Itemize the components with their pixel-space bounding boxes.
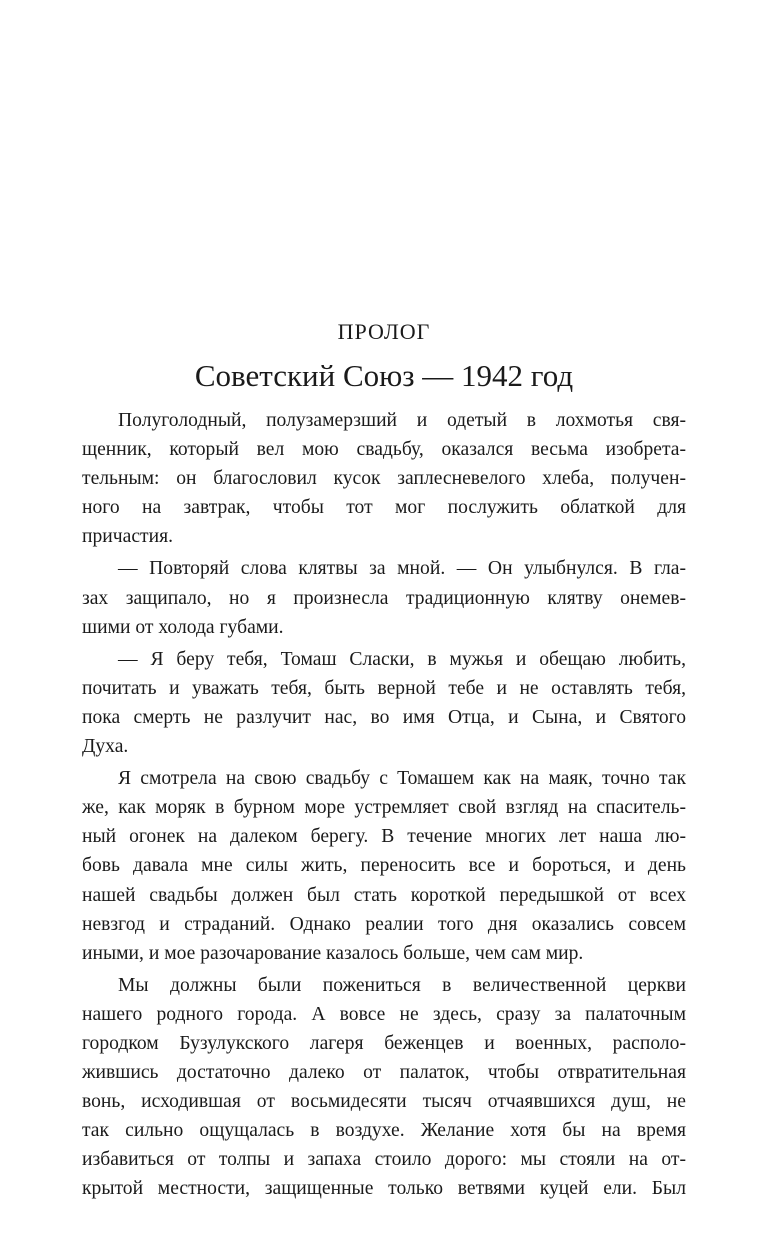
text-line: городком Бузулукского лагеря беженцев и военных, располо- (82, 1032, 686, 1054)
paragraph (82, 645, 686, 761)
text-line: нашей свадьбы должен был стать короткой передышкой от всех (82, 884, 686, 906)
text-line: причастия. (82, 526, 173, 548)
paragraph (82, 554, 686, 641)
text-line: Мы должны были пожениться в величественной церкви (118, 974, 686, 996)
body-text (82, 406, 686, 1204)
text-line: невзгод и страданий. Однако реалии того дня оказались совсем (82, 913, 686, 935)
text-line: Духа. (82, 736, 129, 758)
chapter-title: Советский Союз — 1942 год (194, 358, 574, 393)
text-line: Полуголодный, полузамерзший и одетый в лохмотья свя- (118, 410, 686, 431)
text-line: же, как моряк в бурном море устремляет свой взгляд на спаситель- (82, 797, 686, 819)
text-line: ный огонек на далеком берегу. В течение многих лет наша лю- (82, 826, 686, 848)
text-line: пока смерть не разлучит нас, во имя Отца, и Сына, и Святого (82, 706, 686, 728)
text-line: шими от холода губами. (82, 616, 284, 638)
text-line: тельным: он благословил кусок заплесневелого хлеба, получен- (82, 468, 686, 490)
chapter-label: ПРОЛОГ (337, 319, 431, 344)
paragraph (82, 764, 686, 968)
paragraph (82, 971, 686, 1204)
paragraph (82, 406, 686, 551)
text-line: бовь давала мне силы жить, переносить все и бороться, и день (82, 855, 686, 877)
text-line: крытой местности, защищенные только ветвями куцей ели. Был (82, 1178, 686, 1200)
text-line: — Повторяй слова клятвы за мной. — Он улыбнулся. В гла- (118, 558, 686, 580)
text-line: зах защипало, но я произнесла традиционную клятву онемев- (82, 587, 686, 609)
text-line: почитать и уважать тебя, быть верной тебе и не оставлять тебя, (82, 677, 686, 699)
text-line: Я смотрела на свою свадьбу с Томашем как на маяк, точно так (118, 768, 686, 790)
text-line: иными, и мое разочарование казалось больше, чем сам мир. (82, 942, 584, 964)
text-line: — Я беру тебя, Томаш Сласки, в мужья и обещаю любить, (118, 648, 686, 670)
text-line: нашего родного города. А вовсе не здесь, сразу за палаточным (82, 1003, 686, 1025)
text-line: щенник, который вел мою свадьбу, оказался весьма изобрета- (82, 439, 686, 461)
text-line: жившись достаточно далеко от палаток, чтобы отвратительная (82, 1062, 686, 1084)
text-line: вонь, исходившая от восьмидесяти тысяч отчаявшихся душ, не (82, 1091, 686, 1113)
text-line: ного на завтрак, чтобы тот мог послужить облаткой для (82, 497, 686, 519)
text-line: избавиться от толпы и запаха стоило дорого: мы стояли на от- (82, 1149, 686, 1171)
text-line: так сильно ощущалась в воздухе. Желание хотя бы на время (82, 1120, 686, 1142)
